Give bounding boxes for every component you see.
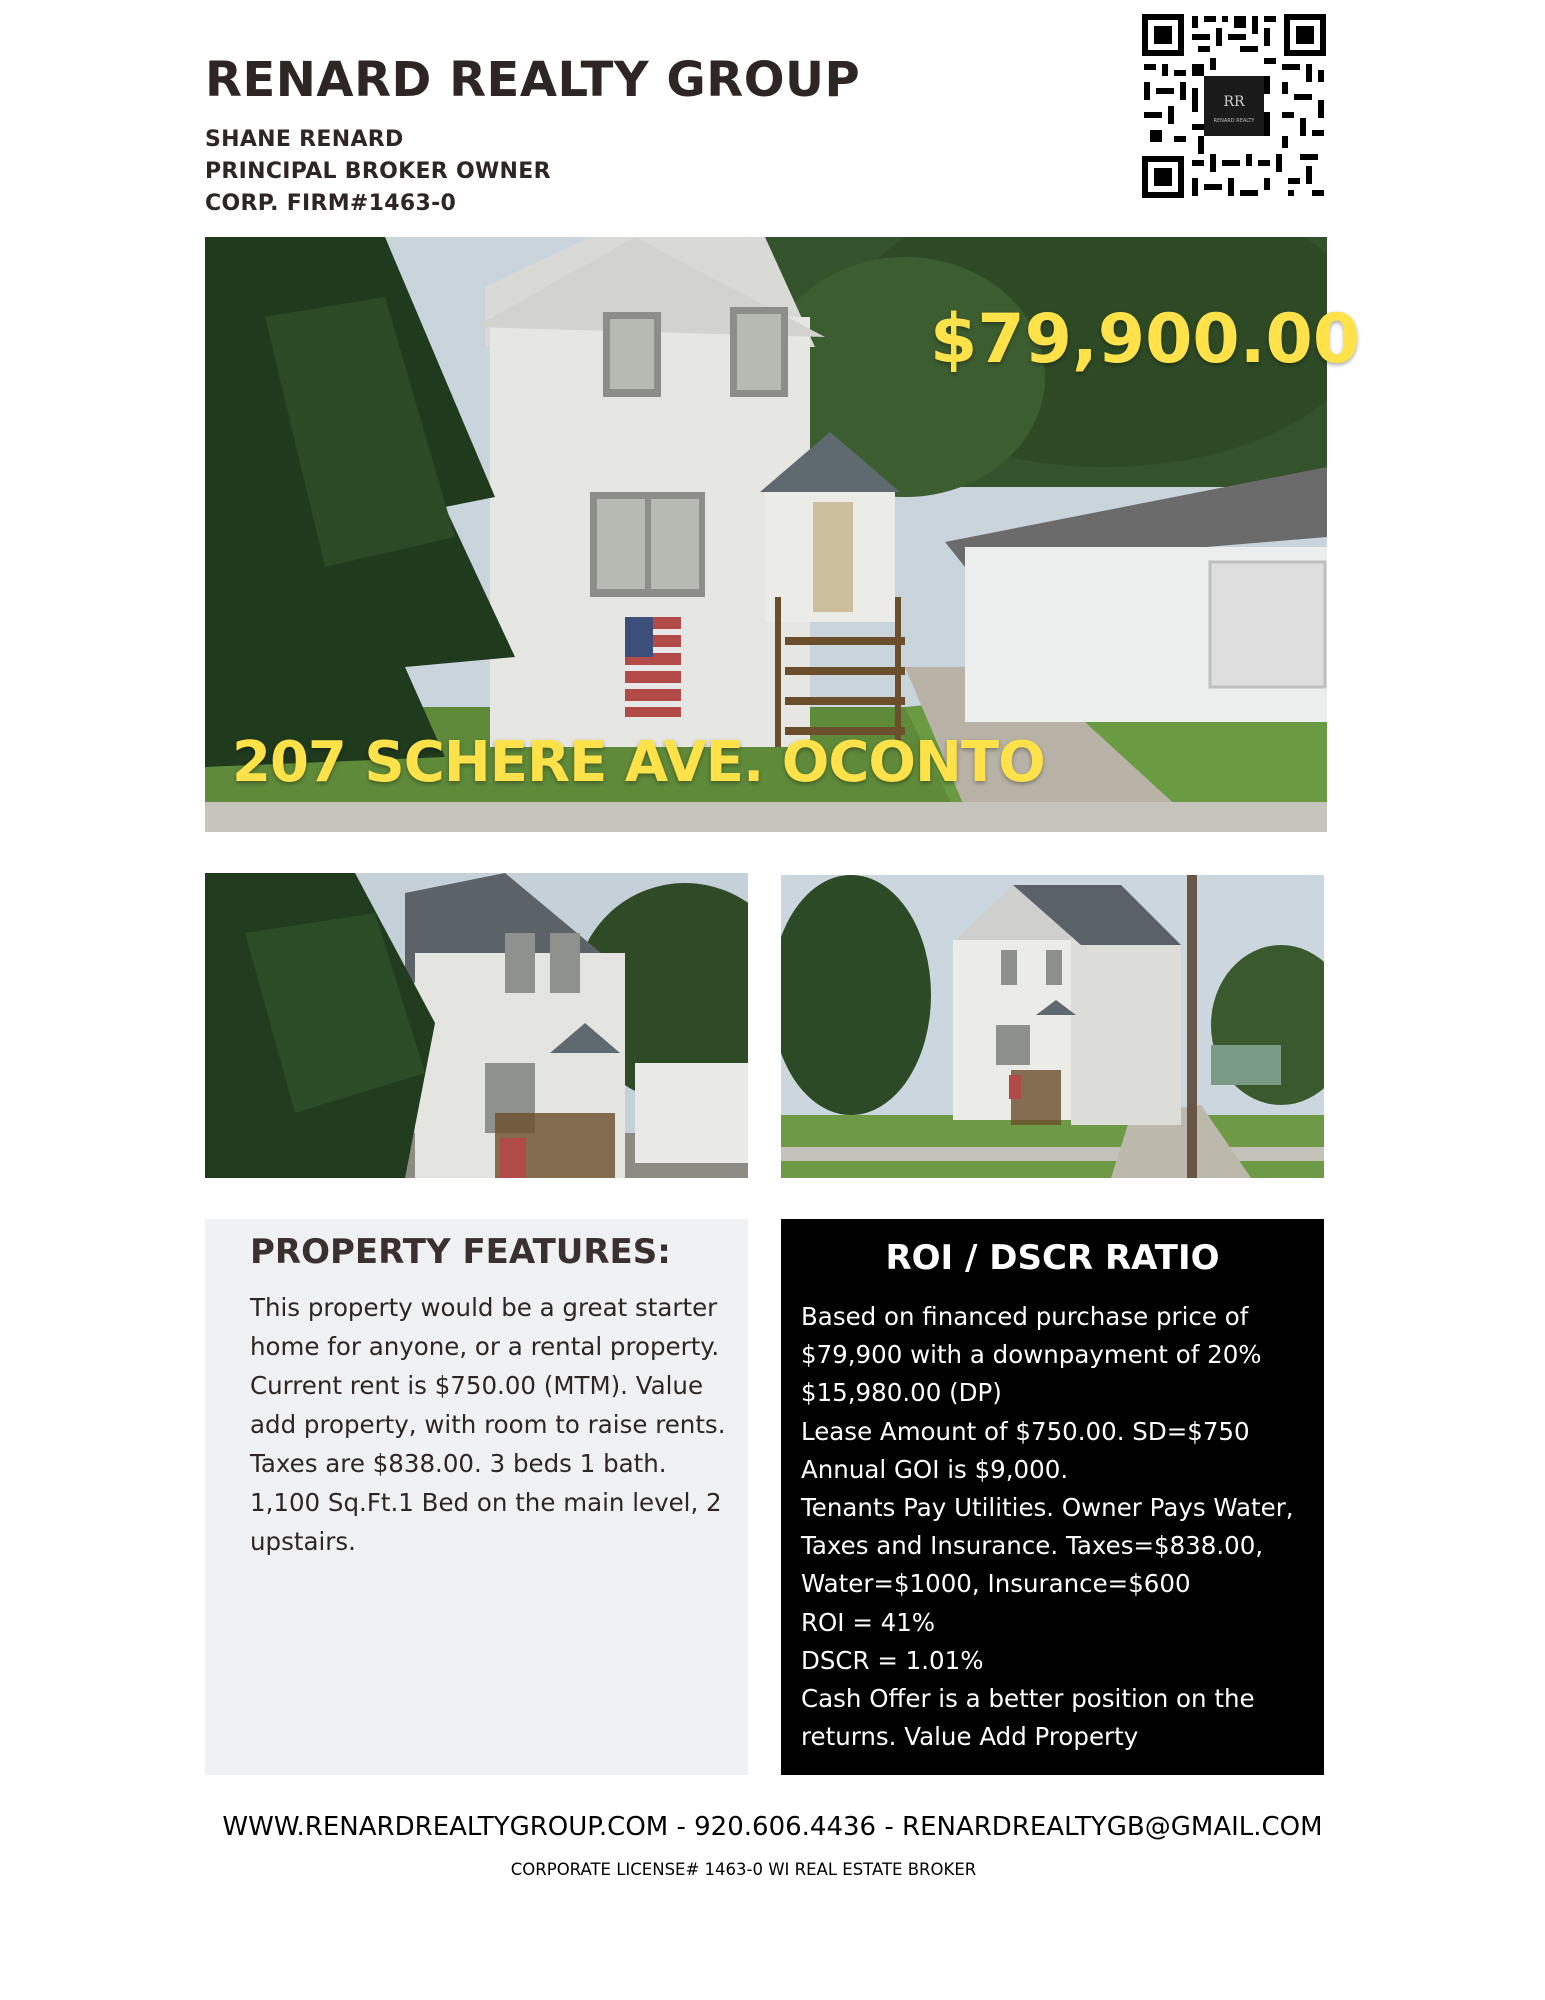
- agent-title: PRINCIPAL BROKER OWNER: [205, 159, 551, 184]
- roi-line: Taxes and Insurance. Taxes=$838.00,: [801, 1531, 1264, 1561]
- roi-line: Lease Amount of $750.00. SD=$750: [801, 1416, 1250, 1446]
- roi-title: ROI / DSCR RATIO: [885, 1238, 1220, 1278]
- footer-license: CORPORATE LICENSE# 1463-0 WI REAL ESTATE BROKER: [510, 1860, 977, 1879]
- roi-line: Based on financed purchase price of: [801, 1302, 1249, 1331]
- roi-line: Tenants Pay Utilities. Owner Pays Water,: [801, 1493, 1294, 1523]
- roi-line: Water=$1000, Insurance=$600: [801, 1569, 1191, 1599]
- roi-line: ROI = 41%: [801, 1607, 936, 1637]
- firm-number: CORP. FIRM#1463-0: [205, 191, 457, 216]
- qr-code[interactable]: [1140, 12, 1328, 200]
- roi-line: returns. Value Add Property: [801, 1722, 1139, 1752]
- roi-line: DSCR = 1.01%: [801, 1645, 984, 1675]
- company-name: RENARD REALTY GROUP: [205, 52, 861, 108]
- roi-line: Cash Offer is a better position on the: [801, 1684, 1255, 1714]
- address-label: 207 SCHERE AVE. OCONTO: [232, 730, 1045, 795]
- agent-name: SHANE RENARD: [205, 127, 404, 152]
- features-description: This property would be a great starter home for anyone, or a rental property. Current rent is $750.00 (MTM). Value add property, with room to raise rents. Taxes are $838.00. 3 beds 1 bath. 1,100 Sq.Ft.1 Bed on the main level, 2 upstairs.: [250, 1293, 726, 1556]
- qr-logo-text: RENARD REALTY: [1213, 118, 1255, 124]
- features-title: PROPERTY FEATURES:: [250, 1232, 671, 1272]
- roi-line: $15,980.00 (DP): [801, 1378, 1002, 1408]
- roi-details: [801, 1298, 1316, 1756]
- svg-text:RR: RR: [1223, 94, 1245, 110]
- footer-contact[interactable]: WWW.RENARDREALTYGROUP.COM - 920.606.4436 - RENARDREALTYGB@GMAIL.COM: [222, 1812, 1323, 1842]
- house-photo-right: [781, 875, 1324, 1178]
- house-photo-left: [205, 873, 748, 1178]
- roi-line: Annual GOI is $9,000.: [801, 1454, 1069, 1484]
- price-label: $79,900.00: [930, 300, 1361, 379]
- roi-line: $79,900 with a downpayment of 20%: [801, 1340, 1262, 1370]
